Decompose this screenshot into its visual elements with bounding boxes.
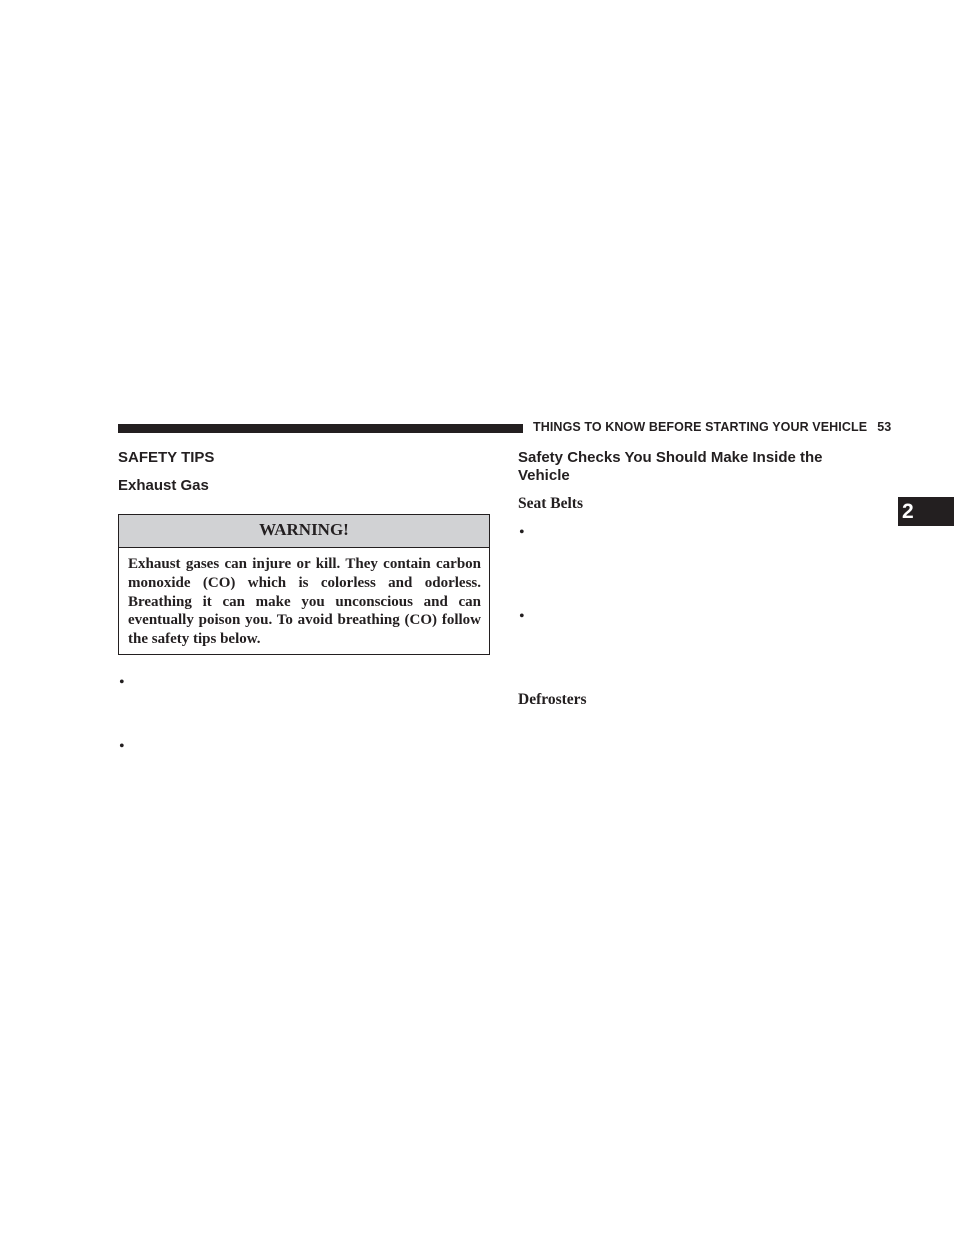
subsection-title-seat-belts: Seat Belts	[518, 495, 584, 512]
warning-box	[118, 514, 490, 655]
chapter-tab: 2	[898, 497, 954, 526]
bullet-right-2: •	[519, 608, 525, 625]
bullet-left-2: •	[119, 738, 125, 755]
page-number: 53	[877, 420, 892, 434]
bullet-right-1: •	[519, 524, 525, 541]
running-header	[533, 420, 891, 434]
subsection-title-exhaust-gas: Exhaust Gas	[118, 477, 209, 494]
section-title-safety-tips: SAFETY TIPS	[118, 449, 215, 466]
bullet-left-1: •	[119, 674, 125, 691]
warning-body: Exhaust gases can injure or kill. They contain carbon monoxide (CO) which is colorless and odorless. Breathing it can make you unconscious and can eventually poison you. To avoid breathing (CO) follow the safety tips below.	[128, 556, 481, 648]
running-title: THINGS TO KNOW BEFORE STARTING YOUR VEHICLE	[533, 420, 868, 434]
header-rule	[118, 424, 523, 433]
warning-title: WARNING!	[119, 515, 489, 548]
section-title-safety-checks: Safety Checks You Should Make Inside the Vehicle	[518, 449, 823, 484]
subsection-title-defrosters: Defrosters	[518, 691, 587, 708]
